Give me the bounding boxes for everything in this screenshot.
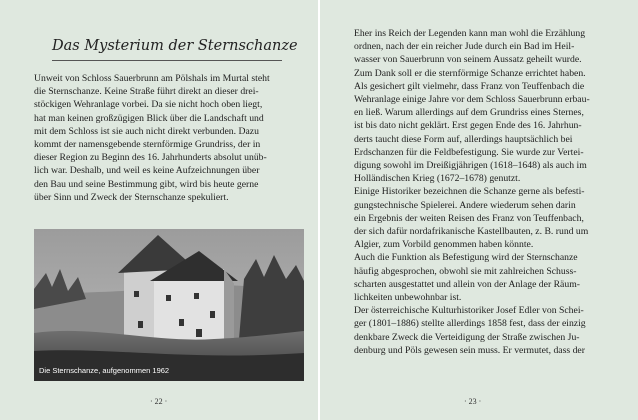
text-line: Algier, zum Vorbild genommen haben könnte. bbox=[354, 239, 534, 251]
text-line: ein Ergebnis der weiten Reisen des Franz von Teuffenbach, bbox=[354, 212, 584, 224]
title-underline bbox=[52, 60, 282, 61]
text-line: Erdschanzen für die Feldbefestigung. Sie wurde zur Vertei- bbox=[354, 146, 584, 158]
text-line: denkbare Zweck die Verteidigung der Straße zwischen Ju- bbox=[354, 331, 580, 343]
right-paragraph bbox=[354, 27, 616, 357]
photo-illustration bbox=[34, 229, 304, 381]
text-line: ordnen, nach der ein reicher Jude durch ein Bad im Heil- bbox=[354, 41, 575, 53]
text-line: Der österreichische Kulturhistoriker Josef Edler von Schei- bbox=[354, 305, 584, 317]
text-line: wasser von Sauerbrunn von seinem Aussatz geheilt wurde. bbox=[354, 54, 582, 66]
text-line: Unweit von Schloss Sauerbrunn am Pölshals im Murtal steht bbox=[34, 73, 270, 84]
text-line: ist bis dato nicht geklärt. Erst gegen Ende des 16. Jahrhun- bbox=[354, 120, 582, 132]
text-line: dieser Region zu Beginn des 16. Jahrhunderts absolut unüb- bbox=[34, 152, 267, 164]
left-paragraph bbox=[34, 72, 302, 204]
photo-caption: Die Sternschanze, aufgenommen 1962 bbox=[39, 366, 170, 375]
text-line: häufig abgesprochen, obwohl sie mit zahlreichen Schuss- bbox=[354, 265, 577, 277]
text-line: hat man keinen großzügigen Blick über die Landschaft und bbox=[34, 112, 264, 124]
text-line: den Bau und seine Bestimmung gibt, wird bis heute gerne bbox=[34, 178, 259, 190]
text-line: die Sternschanze. Keine Straße führt direkt an dieser drei- bbox=[34, 86, 259, 98]
text-line: lichkeiten unbewohnbar ist. bbox=[354, 292, 462, 304]
text-line: digung sowohl im Dreißigjährigen (1618–1648) als auch im bbox=[354, 160, 587, 172]
text-line: mit dem Schloss ist sie auch nicht direkt verbunden. Dazu bbox=[34, 125, 259, 137]
text-line: lich war. Deshalb, und weil es keine Aufzeichnungen über bbox=[34, 165, 260, 177]
sternschanze-photo bbox=[34, 229, 304, 381]
text-line: en ließ. Warum allerdings auf dem Grundriss eines Sternes, bbox=[354, 107, 584, 119]
text-line: der sich dafür nordafrikanische Kastellbauten, z. B. rund um bbox=[354, 226, 589, 238]
text-line: Eher ins Reich der Legenden kann man wohl die Erzählung bbox=[354, 28, 586, 39]
text-line: Zum Dank soll er die sternförmige Schanze errichtet haben. bbox=[354, 67, 586, 79]
text-line: über Sinn und Zweck der Sternschanze spekuliert. bbox=[34, 191, 229, 203]
text-line: gungstechnische Spielerei. Andere wiederum sehen darin bbox=[354, 199, 576, 211]
text-line: derts taucht diese Form auf, allerdings hauptsächlich bei bbox=[354, 133, 573, 145]
left-page bbox=[0, 0, 318, 420]
text-line: denburg und Pöls gewesen sein muss. Er vermutet, dass der bbox=[354, 344, 585, 356]
page-number-left: · 22 · bbox=[150, 397, 168, 406]
text-line: scharten ausgestattet und allein von der Anlage der Räum- bbox=[354, 278, 580, 290]
chapter-title: Das Mysterium der Sternschanze bbox=[52, 38, 298, 54]
text-line: Einige Historiker bezeichnen die Schanze gerne als befesti- bbox=[354, 186, 585, 198]
text-line: Als gesichert gilt vielmehr, dass Franz von Teuffenbach die bbox=[354, 80, 585, 92]
text-line: ger (1801–1886) stellte allerdings 1858 fest, dass der einzig bbox=[354, 318, 586, 330]
text-line: Holländischen Krieg (1672–1678) genutzt. bbox=[354, 173, 521, 185]
text-line: Auch die Funktion als Befestigung wird der Sternschanze bbox=[354, 252, 578, 264]
text-line: Wehranlage einige Jahre vor dem Schloss Sauerbrunn erbau- bbox=[354, 94, 590, 106]
text-line: kommt der namensgebende sternförmige Grundriss, der in bbox=[34, 139, 261, 151]
text-line: stöckigen Wehranlage vorbei. Da sie nicht hoch oben liegt, bbox=[34, 99, 263, 111]
page-number-right: · 23 · bbox=[464, 397, 482, 406]
